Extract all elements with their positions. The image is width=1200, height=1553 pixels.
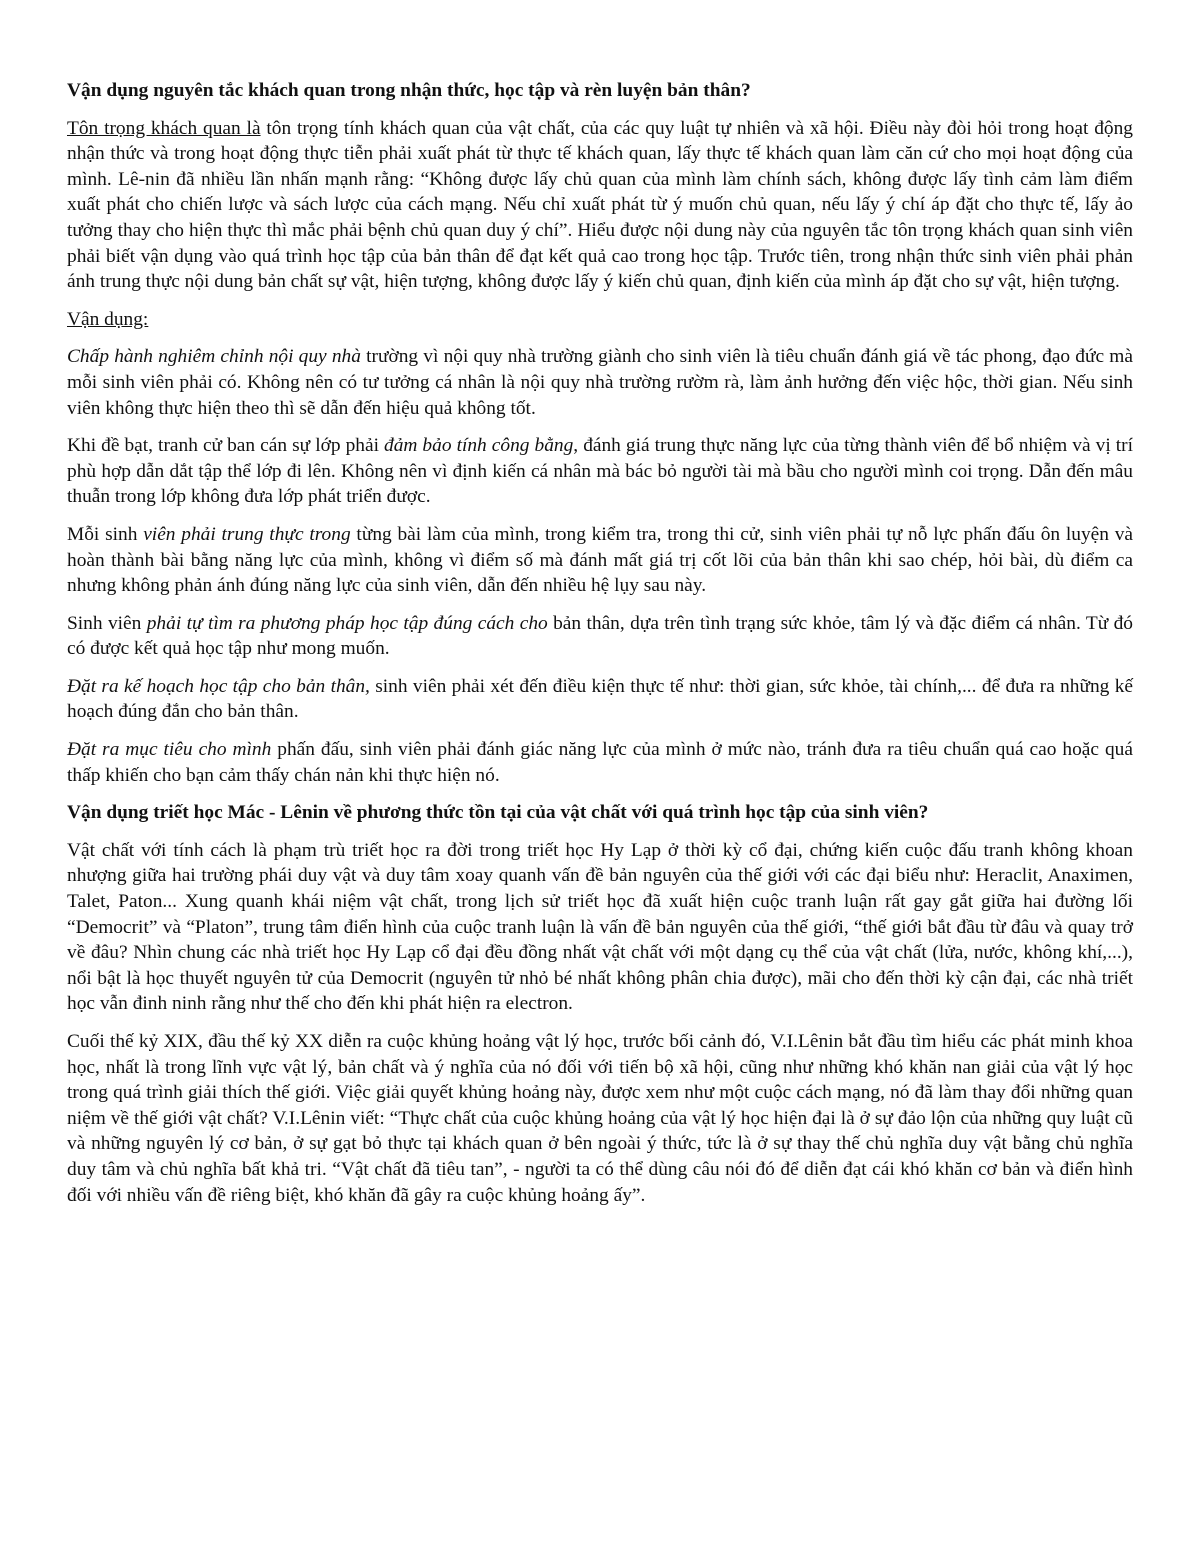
apply-item-6 — [67, 737, 1133, 788]
apply-item-4 — [67, 611, 1133, 662]
apply-item-3 — [67, 522, 1133, 599]
apply-item-text: , đánh giá trung thực năng lực của từng thành viên để bổ nhiệm và vị trí phù hợp dẫn dắt tập thể lớp đi lên. Không nên vì định kiến cá nhân mà bác bỏ người tài mà bầu cho người mình coi trọng. Dẫn đến mâu thuẫn trong lớp không đưa lớp phát triển được. — [67, 435, 1133, 508]
section-2-heading: Vận dụng triết học Mác - Lênin về phương thức tồn tại của vật chất với quá trình học tập của sinh viên? — [67, 802, 929, 824]
apply-item-pre: Sinh viên — [67, 612, 147, 634]
apply-item-emphasis: viên phải trung thực trong — [143, 523, 351, 545]
apply-item-2 — [67, 433, 1133, 510]
intro-text: tôn trọng tính khách quan của vật chất, của các quy luật tự nhiên và xã hội. Điều này đòi hỏi trong hoạt động nhận thức và trong hoạt động thực tiễn phải xuất phát từ thực tế khách quan, lấy thực tế khách quan làm căn cứ cho mọi hoạt động của mình. Lê-nin đã nhiều lần nhấn mạnh rằng: “Không được lấy chủ quan của mình làm chính sách, không được lấy tình cảm làm điểm xuất phát cho chiến lược và sách lược của cách mạng. Nếu chỉ xuất phát từ ý muốn chủ quan, nếu lấy ý chí áp đặt cho thực tế, lấy ảo tưởng thay cho hiện thực thì mắc phải bệnh chủ quan duy ý chí”. Hiểu được nội dung này của nguyên tắc tôn trọng khách quan sinh viên phải biết vận dụng vào quá trình học tập của bản thân để đạt kết quả cao trong học tập. Trước tiên, trong nhận thức sinh viên phải phản ánh trung thực nội dung bản chất sự vật, hiện tượng, không được lấy ý kiến chủ quan, định kiến của mình áp đặt cho sự vật, hiện tượng. — [67, 117, 1134, 293]
apply-item-1 — [67, 344, 1133, 421]
apply-item-text: bản thân, dựa trên tình trạng sức khỏe, tâm lý và đặc điểm cá nhân. Từ đó có được kết quả học tập như mong muốn. — [67, 612, 1133, 660]
apply-item-emphasis: Đặt ra kế hoạch học tập cho bản thân, — [67, 675, 370, 697]
document-page — [67, 78, 1133, 1220]
apply-item-pre: Khi đề bạt, tranh cử ban cán sự lớp phải — [67, 435, 384, 457]
section-2-paragraph-2: Cuối thế kỷ XIX, đầu thế kỷ XX diễn ra cuộc khủng hoảng vật lý học, trước bối cảnh đó, V.I.Lênin bắt đầu tìm hiểu các phát minh khoa học, nhất là trong lĩnh vực vật lý, bản chất và ý nghĩa của nó đối với tiến bộ xã hội, cũng như những khó khăn nan giải của vật lý học trong quá trình giải thích thế giới. Việc giải quyết khủng hoảng này, được xem như một cuộc cách mạng, nó đã làm thay đổi những quan niệm về thế giới vật chất? V.I.Lênin viết: “Thực chất của cuộc khủng hoảng của vật lý học hiện đại là ở sự đảo lộn của những quy luật cũ và những nguyên lý cơ bản, ở sự gạt bỏ thực tại khách quan ở bên ngoài ý thức, tức là ở sự thay thế chủ nghĩa duy vật bằng chủ nghĩa duy tâm và chủ nghĩa bất khả tri. “Vật chất đã tiêu tan”, - người ta có thể dùng câu nói đó để diễn đạt cái khó khăn cơ bản và điển hình đối với nhiều vấn đề riêng biệt, khó khăn đã gây ra cuộc khủng hoảng ấy”. — [67, 1031, 1133, 1206]
section-2-paragraph-1: Vật chất với tính cách là phạm trù triết học ra đời trong triết học Hy Lạp ở thời kỳ cổ đại, chứng kiến cuộc đấu tranh không khoan nhượng giữa hai trường phái duy vật và duy tâm xoay quanh vấn đề bản nguyên của thế giới với các đại biểu như: Heraclit, Anaximen, Talet, Paton... Xung quanh khái niệm vật chất, trong lịch sử triết học đã xuất hiện cuộc tranh luận rất gay gắt giữa hai đường lối “Democrit” và “Platon”, trung tâm điển hình của cuộc tranh luận là vấn đề bản nguyên của thế giới, “thế giới bắt đầu từ đâu và quay trở về đâu? Nhìn chung các nhà triết học Hy Lạp cổ đại đều đồng nhất vật chất với một dạng cụ thể của vật chất (lửa, nước, không khí,...), nổi bật là học thuyết nguyên tử của Democrit (nguyên tử nhỏ bé nhất không phân chia được), mãi cho đến thời kỳ cận đại, các nhà triết học vẫn đinh ninh rằng như thế cho đến khi phát hiện ra electron. — [67, 839, 1133, 1015]
apply-item-emphasis: đảm bảo tính công bằng — [384, 435, 574, 457]
section-1-heading: Vận dụng nguyên tắc khách quan trong nhận thức, học tập và rèn luyện bản thân? — [67, 80, 751, 101]
intro-paragraph — [67, 116, 1133, 295]
apply-label: Vận dụng: — [67, 308, 149, 330]
intro-term: Tôn trọng khách quan là — [67, 117, 261, 139]
apply-item-pre: Mỗi sinh — [67, 523, 144, 545]
apply-item-5 — [67, 674, 1133, 725]
apply-item-text: phấn đấu, sinh viên phải đánh giác năng lực của mình ở mức nào, tránh đưa ra tiêu chuẩn quá cao hoặc quá thấp khiến cho bạn cảm thấy chán nản khi thực hiện nó. — [67, 739, 1133, 786]
apply-label-paragraph — [67, 307, 1133, 333]
apply-item-text: từng bài làm của mình, trong kiểm tra, trong thi cử, sinh viên phải tự nỗ lực phấn đấu ôn luyện và hoàn thành bài bằng năng lực của mình, không vì điểm số mà đánh mất giá trị cốt lõi của bản thân khi sao chép, hỏi bài, dù điểm ca nhưng không phản ánh đúng năng lực của sinh viên, dẫn đến nhiều hệ lụy sau này. — [67, 523, 1134, 597]
apply-item-emphasis: phải tự tìm ra phương pháp học tập đúng cách cho — [146, 612, 548, 634]
apply-item-text: sinh viên phải xét đến điều kiện thực tế như: thời gian, sức khỏe, tài chính,... để đưa ra những kế hoạch đúng đắn cho bản thân. — [67, 675, 1133, 723]
apply-item-emphasis: Chấp hành nghiêm chỉnh nội quy nhà — [67, 346, 361, 368]
apply-item-emphasis: Đặt ra mục tiêu cho mình — [67, 739, 272, 761]
apply-item-text: trường vì nội quy nhà trường giành cho sinh viên là tiêu chuẩn đánh giá về tác phong, đạo đức mà mỗi sinh viên phải có. Không nên có tư tưởng cá nhân là nội quy nhà trường rườm rà, làm ảnh hưởng đến việc hộc, thời gian. Nếu sinh viên không thực hiện theo thì sẽ dẫn đến hiệu quả không tốt. — [67, 346, 1133, 419]
